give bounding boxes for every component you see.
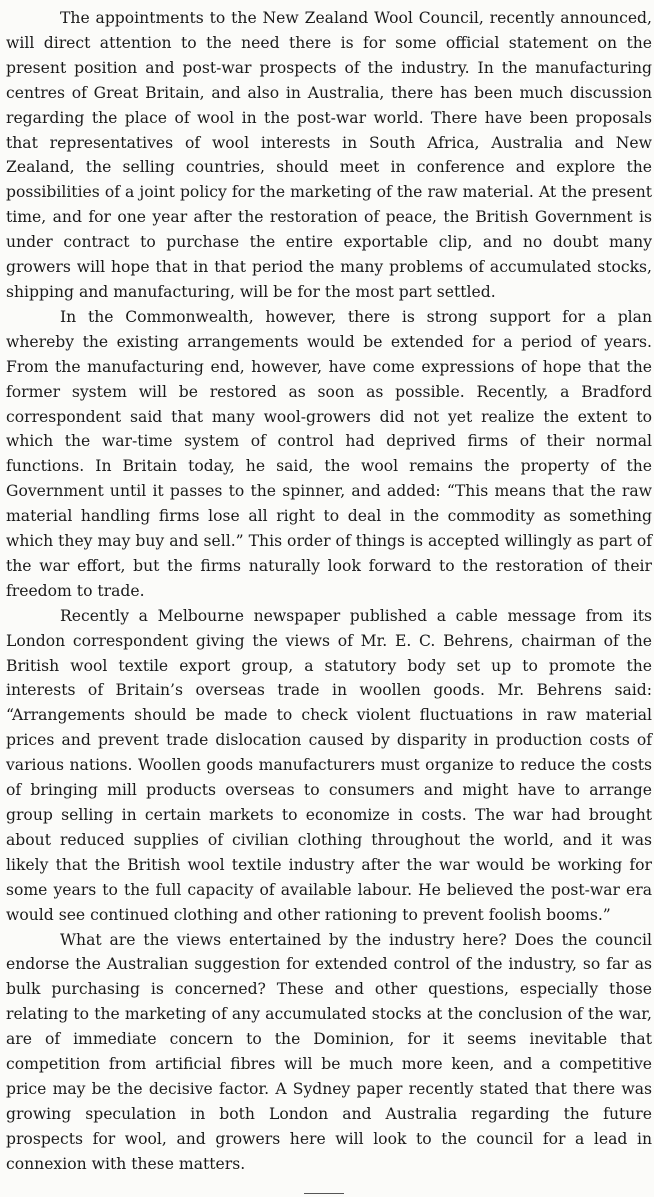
end-divider <box>304 1193 344 1194</box>
paragraph-behrens-views: Recently a Melbourne newspaper published a cable message from its London correspondent giving the views of Mr. E. C. Behrens, chairman of the British wool textile export group, a statutory body set up to promote the interests of Britain’s overseas trade in woollen goods. Mr. Behrens said: “Arrangements should be made to check violent fluctuations in raw material prices and prevent trade dislocation caused by disparity in production costs of various nations. Woollen goods manufacturers must organize to reduce the costs of bringing mill products overseas to consumers and might have to arrange group selling in certain markets to economize in costs. The war had brought about reduced supplies of civilian clothing throughout the world, and it was likely that the British wool textile industry after the war would be working for some years to the full capacity of available labour. He believed the post-war era would see continued clothing and other rationing to prevent foolish booms.” <box>6 606 652 924</box>
paragraph-wool-council-appointments: The appointments to the New Zealand Wool Council, recently announced, will direct attention to the need there is for some official statement on the present position and post-war prospects of the industry. In the manufacturing centres of Great Britain, and also in Australia, there has been much discussion regarding the place of wool in the post-war world. There have been proposals that representatives of wool interests in South Africa, Australia and New Zealand, the selling countries, should meet in conference and explore the possibilities of a joint policy for the marketing of the raw material. At the present time, and for one year after the restoration of peace, the British Government is under contract to purchase the entire exportable clip, and no doubt many growers will hope that in that period the many problems of accumulated stocks, shipping and manufacturing, will be for the most part settled. <box>6 9 652 301</box>
paragraph-industry-questions: What are the views entertained by the industry here? Does the council endorse the Australian suggestion for extended control of the industry, so far as bulk purchasing is concerned? These and other questions, especially those relating to the marketing of any accumulated stocks at the conclusion of the war, are of immediate concern to the Dominion, for it seems inevitable that competition from artificial fibres will be much more keen, and a competitive price may be the decisive factor. A Sydney paper recently stated that there was growing speculation in both London and Australia regarding the future prospects for wool, and growers here will look to the council for a lead in connexion with these matters. <box>6 930 652 1173</box>
article-body <box>6 6 652 1177</box>
paragraph-commonwealth-support: In the Commonwealth, however, there is strong support for a plan whereby the existing arrangements would be extended for a period of years. From the manufacturing end, however, have come expressions of hope that the former system will be restored as soon as possible. Recently, a Bradford correspondent said that many wool-growers did not yet realize the extent to which the war-time system of control had deprived firms of their normal functions. In Britain today, he said, the wool remains the property of the Government until it passes to the spinner, and added: “This means that the raw material handling firms lose all right to deal in the commodity as something which they may buy and sell.” This order of things is accepted willingly as part of the war effort, but the firms naturally look forward to the restoration of their freedom to trade. <box>6 307 652 600</box>
